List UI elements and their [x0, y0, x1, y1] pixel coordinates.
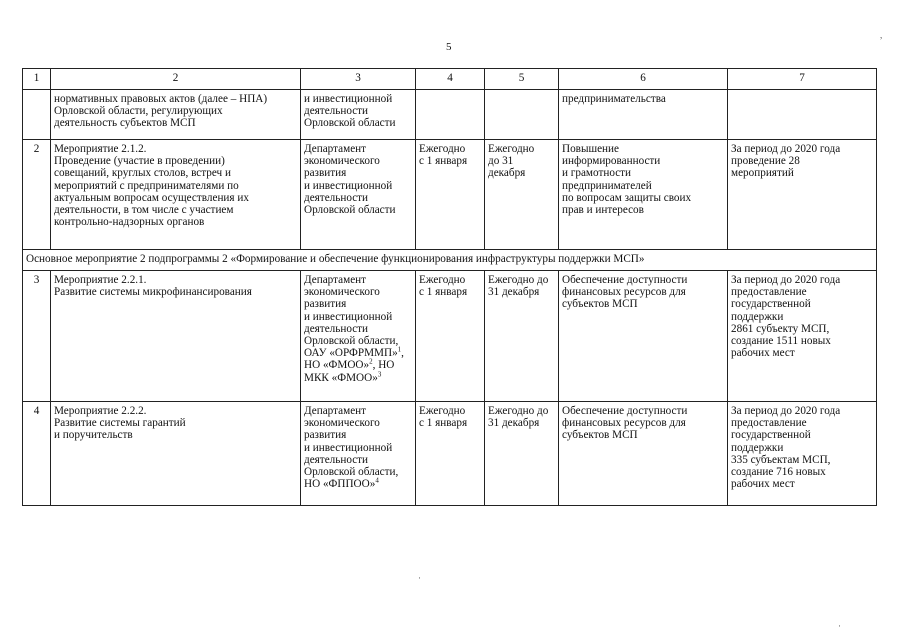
- header-cell: 2: [51, 69, 301, 90]
- event-cell: Мероприятие 2.1.2. Проведение (участие в проведении) совещаний, круглых столов, встреч и мероприятий с предпринимателями по актуальным вопросам осуществления их деятельности, в том числе с участием контрольно-надзорных органов: [51, 140, 301, 250]
- scan-mark: ·: [838, 621, 841, 631]
- section-row: [23, 250, 877, 271]
- row-number-cell: 3: [23, 271, 51, 402]
- end-date-cell: Ежегодно до 31 декабря: [485, 271, 559, 402]
- executor-cell: [301, 271, 416, 402]
- executor-text: , НО «ФМОО»: [304, 347, 404, 372]
- end-date-cell: Ежегодно до 31 декабря: [485, 140, 559, 250]
- start-date-cell: Ежегодно с 1 января: [416, 140, 485, 250]
- result-cell: Повышение информированности и грамотности предпринимателей по вопросам защиты своих прав и интересов: [559, 140, 728, 250]
- event-cell: нормативных правовых актов (далее – НПА) Орловской области, регулирующих деятельность субъектов МСП: [51, 90, 301, 140]
- header-cell: 6: [559, 69, 728, 90]
- table-row: [23, 271, 877, 402]
- event-cell: Мероприятие 2.2.2. Развитие системы гарантий и поручительств: [51, 402, 301, 506]
- header-cell: 7: [728, 69, 877, 90]
- start-date-cell: Ежегодно с 1 января: [416, 271, 485, 402]
- row-number-cell: [23, 90, 51, 140]
- header-row: [23, 69, 877, 90]
- row-number-cell: 2: [23, 140, 51, 250]
- executor-text: Департамент экономического развития и инвестиционной деятельности Орловской области, ОАУ «ОРФРММП»: [304, 274, 399, 360]
- result-cell: предпринимательства: [559, 90, 728, 140]
- header-cell: 3: [301, 69, 416, 90]
- footnote-marker: 3: [377, 369, 382, 378]
- header-cell: 5: [485, 69, 559, 90]
- start-date-cell: [416, 90, 485, 140]
- footnote-marker: 4: [375, 476, 379, 485]
- end-date-cell: [485, 90, 559, 140]
- footnote-marker: 1: [397, 345, 402, 354]
- row-number-cell: 4: [23, 402, 51, 506]
- indicator-cell: [728, 90, 877, 140]
- table-row: [23, 90, 877, 140]
- table-row: [23, 140, 877, 250]
- indicator-cell: За период до 2020 года предоставление государственной поддержки 335 субъектам МСП, создание 716 новых рабочих мест: [728, 402, 877, 506]
- event-cell: Мероприятие 2.2.1. Развитие системы микрофинансирования: [51, 271, 301, 402]
- scan-mark: ,: [880, 30, 883, 40]
- executor-text: , НО МКК «ФМОО»: [304, 359, 395, 384]
- executor-cell: [301, 402, 416, 506]
- program-table: [22, 68, 877, 506]
- executor-cell: Департамент экономического развития и инвестиционной деятельности Орловской области: [301, 140, 416, 250]
- scan-mark: ·: [418, 573, 421, 583]
- table-row: [23, 402, 877, 506]
- section-heading: Основное мероприятие 2 подпрограммы 2 «Формирование и обеспечение функционирования инфраструктуры поддержки МСП»: [23, 250, 877, 271]
- indicator-cell: За период до 2020 года предоставление государственной поддержки 2861 субъекту МСП, создание 1511 новых рабочих мест: [728, 271, 877, 402]
- indicator-cell: За период до 2020 года проведение 28 мероприятий: [728, 140, 877, 250]
- executor-cell: и инвестиционной деятельности Орловской области: [301, 90, 416, 140]
- footnote-marker: 2: [369, 357, 373, 366]
- result-cell: Обеспечение доступности финансовых ресурсов для субъектов МСП: [559, 402, 728, 506]
- header-cell: 1: [23, 69, 51, 90]
- executor-text: Департамент экономического развития и инвестиционной деятельности Орловской области, НО «ФППОО»: [304, 405, 399, 491]
- page-number: 5: [446, 41, 452, 53]
- header-cell: 4: [416, 69, 485, 90]
- start-date-cell: Ежегодно с 1 января: [416, 402, 485, 506]
- end-date-cell: Ежегодно до 31 декабря: [485, 402, 559, 506]
- result-cell: Обеспечение доступности финансовых ресурсов для субъектов МСП: [559, 271, 728, 402]
